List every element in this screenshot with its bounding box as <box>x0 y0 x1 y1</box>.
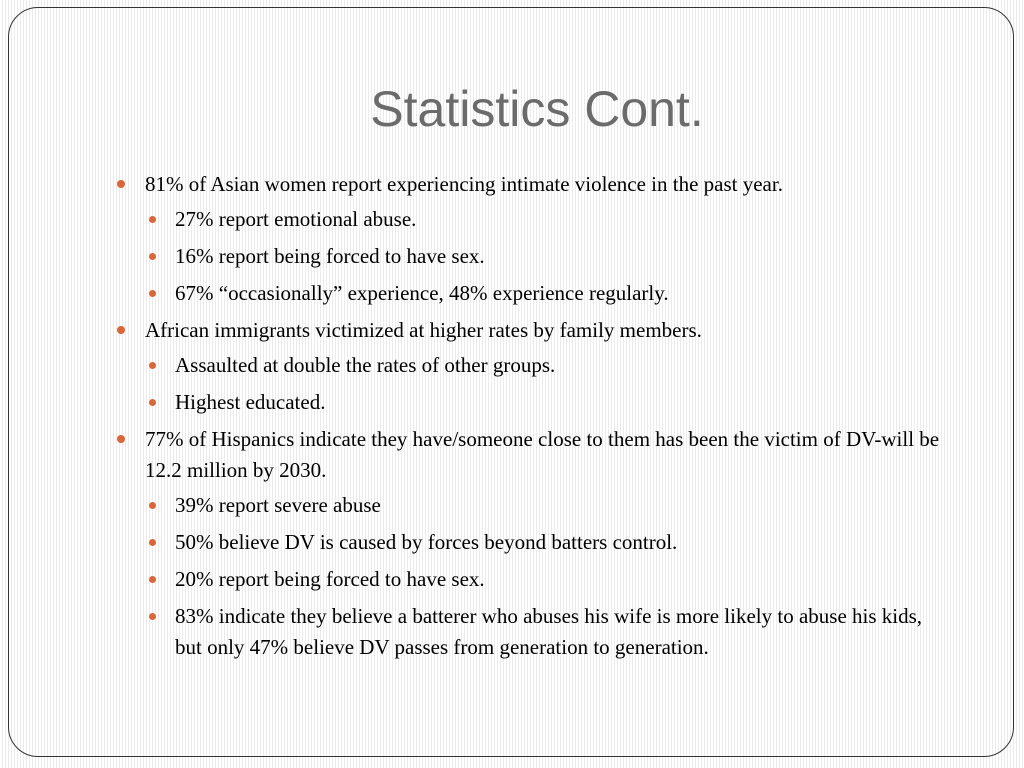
sub-bullet-icon <box>149 253 156 260</box>
sub-bullet-item <box>145 527 947 558</box>
sub-bullet-item <box>145 601 947 663</box>
sub-bullet-item <box>145 241 947 272</box>
bullet-text: 81% of Asian women report experiencing intimate violence in the past year. <box>145 172 783 196</box>
sub-bullet-text: Highest educated. <box>175 390 326 414</box>
sub-bullet-icon <box>149 613 156 620</box>
slide-body <box>117 169 947 669</box>
sub-bullet-item <box>145 387 947 418</box>
sub-bullet-item <box>145 490 947 521</box>
sub-bullet-text: 20% report being forced to have sex. <box>175 567 485 591</box>
bullet-text: 77% of Hispanics indicate they have/someone close to them has been the victim of DV-will be 12.2 million by 2030. <box>145 427 940 482</box>
sub-bullet-icon <box>149 290 156 297</box>
bullet-item <box>117 424 947 663</box>
sub-bullet-icon <box>149 216 156 223</box>
sub-bullet-text: 83% indicate they believe a batterer who abuses his wife is more likely to abuse his kids, but only 47% believe DV passes from generation to generation. <box>175 604 923 659</box>
bullet-icon <box>117 435 125 443</box>
sub-bullet-text: 27% report emotional abuse. <box>175 207 417 231</box>
slide-title: Statistics Cont. <box>370 81 704 137</box>
bullet-icon <box>117 326 125 334</box>
sub-bullet-item <box>145 350 947 381</box>
bullet-icon <box>117 180 125 188</box>
bullet-item <box>117 315 947 418</box>
bullet-list <box>117 169 947 663</box>
sub-bullet-item <box>145 564 947 595</box>
sub-bullet-icon <box>149 539 156 546</box>
sub-bullet-list <box>145 490 947 663</box>
bullet-item <box>117 169 947 309</box>
bullet-text: African immigrants victimized at higher rates by family members. <box>145 318 702 342</box>
sub-bullet-item <box>145 204 947 235</box>
sub-bullet-text: 16% report being forced to have sex. <box>175 244 485 268</box>
sub-bullet-text: 39% report severe abuse <box>175 493 381 517</box>
sub-bullet-icon <box>149 576 156 583</box>
sub-bullet-list <box>145 204 947 309</box>
sub-bullet-text: 67% “occasionally” experience, 48% experience regularly. <box>175 281 669 305</box>
sub-bullet-text: 50% believe DV is caused by forces beyond batters control. <box>175 530 678 554</box>
sub-bullet-icon <box>149 502 156 509</box>
sub-bullet-item <box>145 278 947 309</box>
sub-bullet-list <box>145 350 947 418</box>
sub-bullet-text: Assaulted at double the rates of other groups. <box>175 353 556 377</box>
sub-bullet-icon <box>149 399 156 406</box>
sub-bullet-icon <box>149 362 156 369</box>
